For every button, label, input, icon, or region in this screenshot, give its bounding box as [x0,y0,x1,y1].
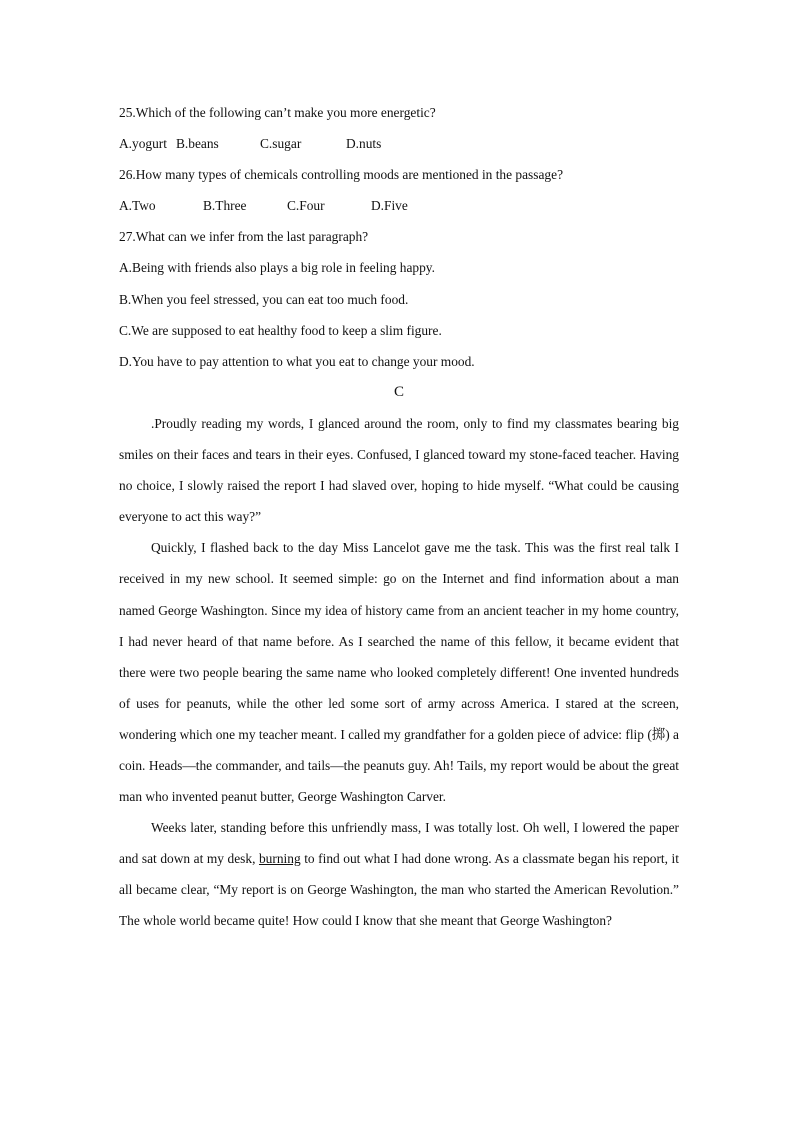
q27-option-d: D.You have to pay attention to what you eat to change your mood. [119,353,475,369]
question-26-stem: 26.How many types of chemicals controlling moods are mentioned in the passage? [119,167,564,183]
q25-option-d: D.nuts [346,136,382,152]
q27-option-c: C.We are supposed to eat healthy food to keep a slim figure. [119,322,442,338]
q26-option-d: D.Five [371,198,408,214]
q25-option-a: A.yogurt [119,136,167,152]
question-26-options [119,190,679,221]
q26-option-c: C.Four [287,198,325,214]
passage-paragraph-2: Quickly, I flashed back to the day Miss Lancelot gave me the task. This was the first real talk I received in my new school. It seemed simple: go on the Internet and find information about a man named George Washington. Since my idea of history came from an ancient teacher in my home country, I had never heard of that name before. As I searched the name of this fellow, it became evident that there were two people bearing the same name who looked completely different! One invented hundreds of uses for peanuts, while the other led some sort of army across America. I stared at the screen, wondering which one my teacher meant. I called my grandfather for a golden piece of advice: flip (掷) a coin. Heads—the commander, and tails—the peanuts guy. Ah! Tails, my report would be about the great man who invented peanut butter, George Washington Carver. [119,540,679,805]
question-27-stem: 27.What can we infer from the last paragraph? [119,229,369,245]
q27-option-b: B.When you feel stressed, you can eat too much food. [119,291,409,307]
q26-option-a: A.Two [119,198,156,214]
q25-option-b: B.beans [176,136,219,152]
section-heading: C [393,383,404,400]
passage-paragraph-3 [119,812,679,936]
q25-option-c: C.sugar [260,136,302,152]
question-25-options [119,128,679,159]
worksheet-page [119,97,679,937]
paragraph-3-text-after: to find out what I had done wrong. As a classmate began his report, it all became clear, “My report is on George Washington, the man who started the American Revolution.” The whole world became quite! How could I know that she meant that George Washington? [119,851,680,929]
paragraph-3-text-before: Weeks later, standing before this unfriendly mass, I was totally lost. Oh well, I lowered the paper and sat down at my desk, [119,820,679,867]
underlined-word: burning [258,851,301,867]
q27-option-a: A.Being with friends also plays a big role in feeling happy. [119,260,435,276]
question-25-stem: 25.Which of the following can’t make you more energetic? [119,105,436,120]
q26-option-b: B.Three [203,198,247,214]
passage-paragraph-1: .Proudly reading my words, I glanced around the room, only to find my classmates bearing big smiles on their faces and tears in their eyes. Confused, I glanced toward my stone-faced teacher. Having no choice, I slowly raised the report I had slaved over, hoping to hide myself. “What could be causing everyone to act this way?” [119,415,679,525]
